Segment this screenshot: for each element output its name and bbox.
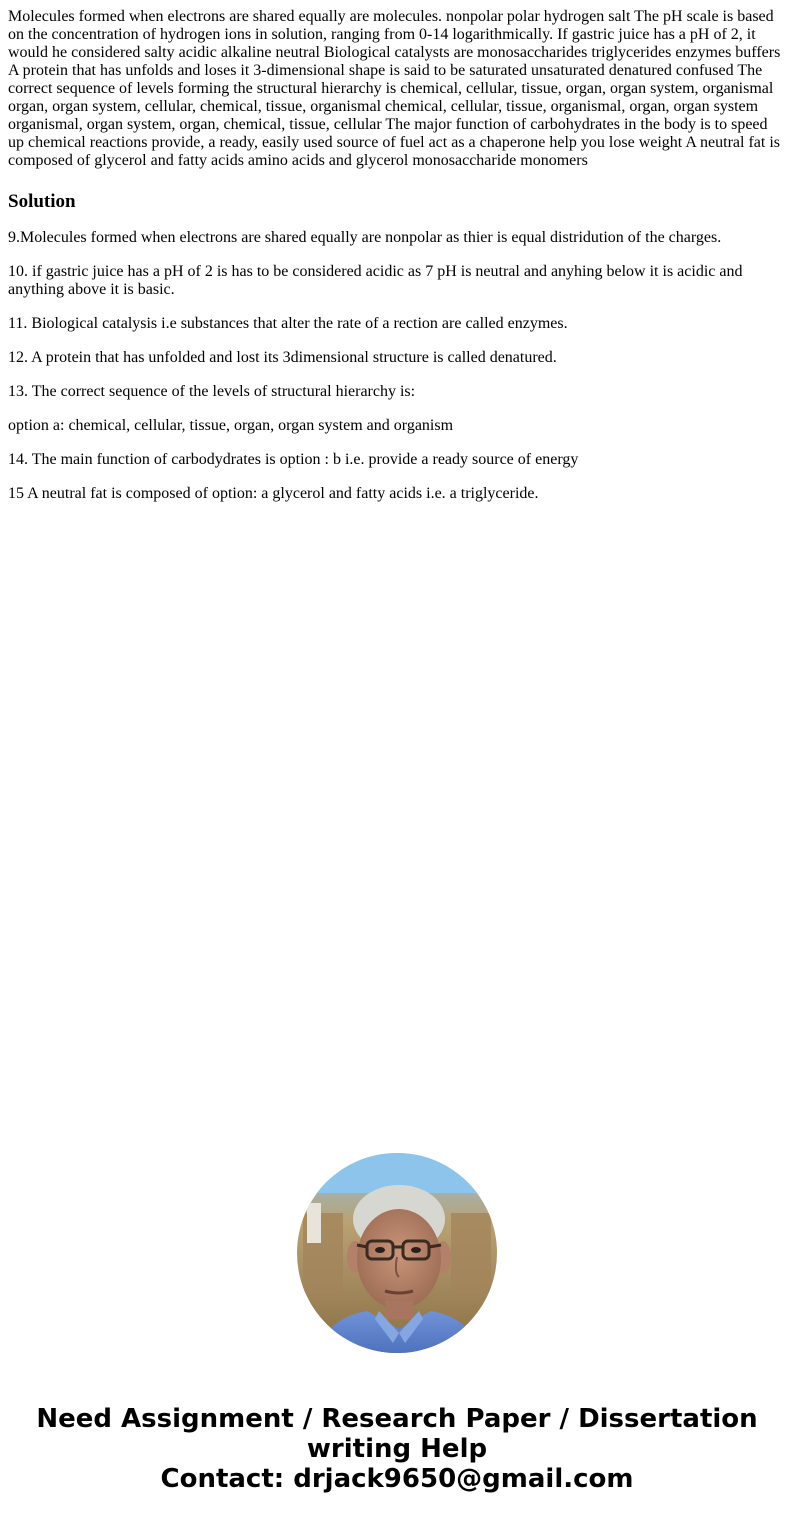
answer-13-option: option a: chemical, cellular, tissue, organ, organ system and organism — [8, 417, 454, 434]
answer-10: 10. if gastric juice has a pH of 2 is has to be considered acidic as 7 pH is neutral and anyhing below it is acidic and anything above it is basic. — [8, 263, 743, 298]
answer-15: 15 A neutral fat is composed of option: a glycerol and fatty acids i.e. a triglyceride. — [8, 485, 539, 502]
answer-14: 14. The main function of carbodydrates is option : b i.e. provide a ready source of energy — [8, 451, 579, 468]
author-avatar — [297, 1153, 497, 1353]
banner-line-1: Need Assignment / Research Paper / Dissertation — [36, 1404, 758, 1434]
document-content — [8, 8, 784, 519]
contact-banner — [0, 1404, 794, 1494]
answer-11: 11. Biological catalysis i.e substances that alter the rate of a rection are called enzymes. — [8, 315, 568, 332]
author-photo — [297, 1153, 497, 1353]
banner-contact-line: Contact: drjack9650@gmail.com — [160, 1464, 634, 1494]
solution-heading: Solution — [8, 191, 76, 212]
answer-9: 9.Molecules formed when electrons are shared equally are nonpolar as thier is equal distridution of the charges. — [8, 229, 722, 246]
banner-line-2: writing Help — [306, 1434, 488, 1464]
question-text: Molecules formed when electrons are shared equally are molecules. nonpolar polar hydrogen salt The pH scale is based on the concentration of hydrogen ions in solution, ranging from 0-14 logarithmically. If gastric juice has a pH of 2, it would he considered salty acidic alkaline neutral Biological catalysts are monosaccharides triglycerides enzymes buffers A protein that has unfolds and loses it 3-dimensional shape is said to be saturated unsaturated denatured confused The correct sequence of levels forming the structural hierarchy is chemical, cellular, tissue, organ, organ system, organismal organ, organ system, cellular, chemical, tissue, organismal chemical, cellular, tissue, organismal, organ, organ system organismal, organ system, organ, chemical, tissue, cellular The major function of carbohydrates in the body is to speed up chemical reactions provide, a ready, easily used source of fuel act as a chaperone help you lose weight A neutral fat is composed of glycerol and fatty acids amino acids and glycerol monosaccharide monomers — [8, 8, 781, 169]
answer-12: 12. A protein that has unfolded and lost its 3dimensional structure is called denatured. — [8, 349, 557, 366]
answer-13: 13. The correct sequence of the levels of structural hierarchy is: — [8, 383, 416, 400]
